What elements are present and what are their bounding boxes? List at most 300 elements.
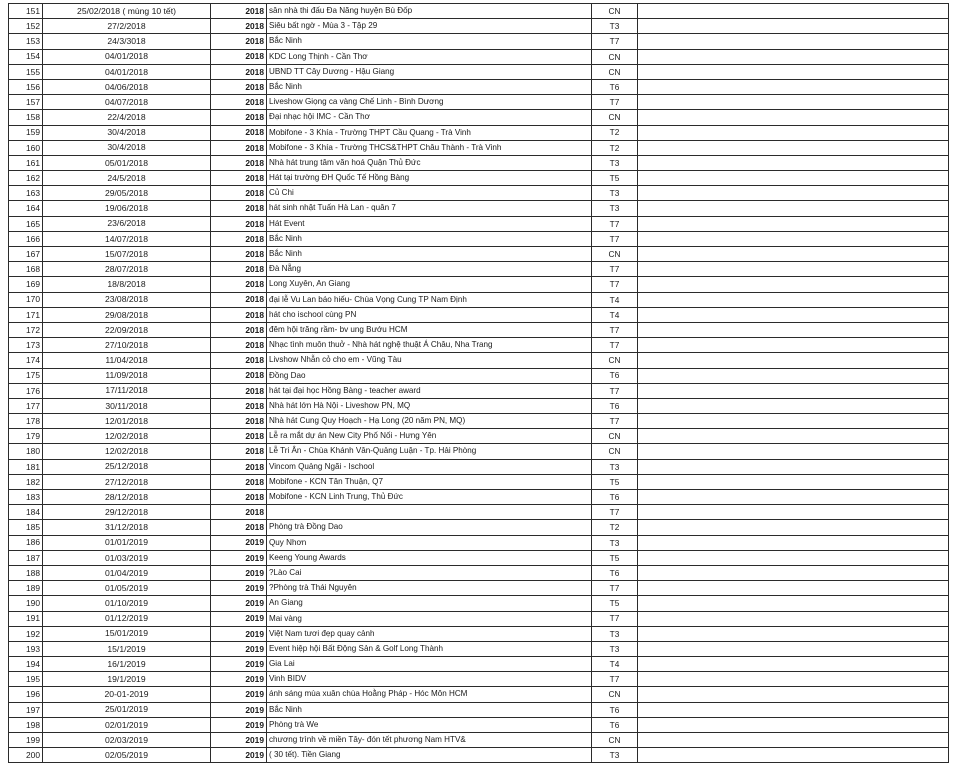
table-row[interactable] (9, 641, 949, 656)
description-cell[interactable]: Event hiệp hội Bất Động Sản & Golf Long Thành (267, 641, 592, 656)
year-cell[interactable]: 2018 (211, 216, 267, 231)
table-row[interactable] (9, 717, 949, 732)
empty-cell[interactable] (638, 216, 949, 231)
row-index-cell[interactable]: 172 (9, 322, 43, 337)
year-cell[interactable]: 2019 (211, 641, 267, 656)
description-cell[interactable]: Bắc Ninh (267, 231, 592, 246)
row-index-cell[interactable]: 189 (9, 581, 43, 596)
empty-cell[interactable] (638, 34, 949, 49)
row-index-cell[interactable]: 175 (9, 368, 43, 383)
description-cell[interactable]: Gia Lai (267, 657, 592, 672)
year-cell[interactable]: 2018 (211, 79, 267, 94)
table-row[interactable] (9, 34, 949, 49)
date-cell[interactable]: 23/6/2018 (43, 216, 211, 231)
empty-cell[interactable] (638, 611, 949, 626)
description-cell[interactable]: An Giang (267, 596, 592, 611)
weekday-cell[interactable]: T6 (592, 490, 638, 505)
row-index-cell[interactable]: 177 (9, 398, 43, 413)
table-row[interactable] (9, 490, 949, 505)
description-cell[interactable]: Nhà hát trung tâm văn hoá Quận Thủ Đức (267, 155, 592, 170)
table-row[interactable] (9, 247, 949, 262)
row-index-cell[interactable]: 193 (9, 641, 43, 656)
row-index-cell[interactable]: 183 (9, 490, 43, 505)
year-cell[interactable]: 2019 (211, 626, 267, 641)
weekday-cell[interactable]: T2 (592, 125, 638, 140)
empty-cell[interactable] (638, 429, 949, 444)
description-cell[interactable]: Hát tại trường ĐH Quốc Tế Hồng Bàng (267, 171, 592, 186)
table-row[interactable] (9, 216, 949, 231)
table-row[interactable] (9, 474, 949, 489)
table-row[interactable] (9, 125, 949, 140)
table-row[interactable] (9, 231, 949, 246)
empty-cell[interactable] (638, 733, 949, 748)
year-cell[interactable]: 2018 (211, 459, 267, 474)
empty-cell[interactable] (638, 444, 949, 459)
weekday-cell[interactable]: CN (592, 247, 638, 262)
empty-cell[interactable] (638, 398, 949, 413)
description-cell[interactable]: Mobifone - KCN Tân Thuận, Q7 (267, 474, 592, 489)
description-cell[interactable]: Đà Nẵng (267, 262, 592, 277)
row-index-cell[interactable]: 161 (9, 155, 43, 170)
date-cell[interactable]: 22/4/2018 (43, 110, 211, 125)
year-cell[interactable]: 2019 (211, 535, 267, 550)
year-cell[interactable]: 2018 (211, 490, 267, 505)
description-cell[interactable]: Mobifone - 3 Khía - Trường THCS&THPT Châu Thành - Trà Vinh (267, 140, 592, 155)
date-cell[interactable]: 12/02/2018 (43, 444, 211, 459)
row-index-cell[interactable]: 179 (9, 429, 43, 444)
empty-cell[interactable] (638, 353, 949, 368)
description-cell[interactable]: Bắc Ninh (267, 247, 592, 262)
description-cell[interactable]: Bắc Ninh (267, 702, 592, 717)
table-row[interactable] (9, 186, 949, 201)
row-index-cell[interactable]: 152 (9, 19, 43, 34)
row-index-cell[interactable]: 200 (9, 748, 43, 763)
empty-cell[interactable] (638, 277, 949, 292)
weekday-cell[interactable]: T5 (592, 596, 638, 611)
table-row[interactable] (9, 611, 949, 626)
table-row[interactable] (9, 444, 949, 459)
empty-cell[interactable] (638, 125, 949, 140)
table-row[interactable] (9, 581, 949, 596)
empty-cell[interactable] (638, 247, 949, 262)
date-cell[interactable]: 30/11/2018 (43, 398, 211, 413)
row-index-cell[interactable]: 180 (9, 444, 43, 459)
description-cell[interactable]: Mobifone - KCN Linh Trung, Thủ Đức (267, 490, 592, 505)
year-cell[interactable]: 2019 (211, 702, 267, 717)
date-cell[interactable]: 01/05/2019 (43, 581, 211, 596)
weekday-cell[interactable]: T7 (592, 611, 638, 626)
table-row[interactable] (9, 748, 949, 763)
date-cell[interactable]: 29/12/2018 (43, 505, 211, 520)
weekday-cell[interactable]: T4 (592, 292, 638, 307)
weekday-cell[interactable]: T5 (592, 474, 638, 489)
table-row[interactable] (9, 505, 949, 520)
description-cell[interactable]: hát cho ischool cùng PN (267, 307, 592, 322)
table-row[interactable] (9, 292, 949, 307)
year-cell[interactable]: 2019 (211, 611, 267, 626)
row-index-cell[interactable]: 191 (9, 611, 43, 626)
date-cell[interactable]: 11/04/2018 (43, 353, 211, 368)
weekday-cell[interactable]: T5 (592, 171, 638, 186)
table-row[interactable] (9, 4, 949, 19)
year-cell[interactable]: 2018 (211, 429, 267, 444)
year-cell[interactable]: 2019 (211, 565, 267, 580)
weekday-cell[interactable]: T3 (592, 535, 638, 550)
weekday-cell[interactable]: CN (592, 64, 638, 79)
description-cell[interactable]: Liveshow Giọng ca vàng Chế Linh - Bình Dương (267, 95, 592, 110)
empty-cell[interactable] (638, 49, 949, 64)
year-cell[interactable]: 2018 (211, 19, 267, 34)
description-cell[interactable]: Nhà hát lớn Hà Nội - Liveshow PN, MQ (267, 398, 592, 413)
year-cell[interactable]: 2018 (211, 444, 267, 459)
date-cell[interactable]: 11/09/2018 (43, 368, 211, 383)
table-row[interactable] (9, 262, 949, 277)
year-cell[interactable]: 2018 (211, 49, 267, 64)
description-cell[interactable]: Phòng trà We (267, 717, 592, 732)
weekday-cell[interactable]: CN (592, 687, 638, 702)
weekday-cell[interactable]: T7 (592, 231, 638, 246)
empty-cell[interactable] (638, 95, 949, 110)
weekday-cell[interactable]: T7 (592, 322, 638, 337)
year-cell[interactable]: 2018 (211, 322, 267, 337)
year-cell[interactable]: 2019 (211, 550, 267, 565)
table-row[interactable] (9, 307, 949, 322)
row-index-cell[interactable]: 187 (9, 550, 43, 565)
empty-cell[interactable] (638, 626, 949, 641)
date-cell[interactable]: 04/01/2018 (43, 49, 211, 64)
description-cell[interactable]: Đồng Dao (267, 368, 592, 383)
table-row[interactable] (9, 702, 949, 717)
description-cell[interactable]: Nhạc tình muôn thuở - Nhà hát nghệ thuật Á Châu, Nha Trang (267, 338, 592, 353)
year-cell[interactable]: 2018 (211, 201, 267, 216)
empty-cell[interactable] (638, 550, 949, 565)
row-index-cell[interactable]: 163 (9, 186, 43, 201)
weekday-cell[interactable]: CN (592, 110, 638, 125)
date-cell[interactable]: 02/03/2019 (43, 733, 211, 748)
empty-cell[interactable] (638, 79, 949, 94)
weekday-cell[interactable]: T7 (592, 581, 638, 596)
description-cell[interactable]: Vinh BIDV (267, 672, 592, 687)
weekday-cell[interactable]: T2 (592, 520, 638, 535)
description-cell[interactable]: Bắc Ninh (267, 34, 592, 49)
date-cell[interactable]: 25/02/2018 ( mùng 10 tết) (43, 4, 211, 19)
date-cell[interactable]: 15/07/2018 (43, 247, 211, 262)
year-cell[interactable]: 2019 (211, 687, 267, 702)
date-cell[interactable]: 14/07/2018 (43, 231, 211, 246)
weekday-cell[interactable]: T7 (592, 505, 638, 520)
date-cell[interactable]: 31/12/2018 (43, 520, 211, 535)
table-row[interactable] (9, 429, 949, 444)
year-cell[interactable]: 2018 (211, 110, 267, 125)
weekday-cell[interactable]: T6 (592, 565, 638, 580)
description-cell[interactable]: Quy Nhơn (267, 535, 592, 550)
table-row[interactable] (9, 322, 949, 337)
year-cell[interactable]: 2018 (211, 277, 267, 292)
empty-cell[interactable] (638, 4, 949, 19)
table-row[interactable] (9, 672, 949, 687)
description-cell[interactable]: ( 30 tết). Tiền Giang (267, 748, 592, 763)
row-index-cell[interactable]: 160 (9, 140, 43, 155)
date-cell[interactable]: 02/05/2019 (43, 748, 211, 763)
empty-cell[interactable] (638, 140, 949, 155)
weekday-cell[interactable]: T2 (592, 140, 638, 155)
date-cell[interactable]: 05/01/2018 (43, 155, 211, 170)
weekday-cell[interactable]: T6 (592, 398, 638, 413)
date-cell[interactable]: 30/4/2018 (43, 140, 211, 155)
empty-cell[interactable] (638, 414, 949, 429)
date-cell[interactable]: 24/3/3018 (43, 34, 211, 49)
description-cell[interactable]: KDC Long Thịnh - Cần Thơ (267, 49, 592, 64)
year-cell[interactable]: 2018 (211, 414, 267, 429)
year-cell[interactable]: 2018 (211, 474, 267, 489)
row-index-cell[interactable]: 194 (9, 657, 43, 672)
row-index-cell[interactable]: 197 (9, 702, 43, 717)
empty-cell[interactable] (638, 201, 949, 216)
row-index-cell[interactable]: 164 (9, 201, 43, 216)
description-cell[interactable]: hát sinh nhật Tuấn Hà Lan - quân 7 (267, 201, 592, 216)
weekday-cell[interactable]: T3 (592, 19, 638, 34)
description-cell[interactable] (267, 505, 592, 520)
row-index-cell[interactable]: 158 (9, 110, 43, 125)
empty-cell[interactable] (638, 596, 949, 611)
weekday-cell[interactable]: CN (592, 733, 638, 748)
description-cell[interactable]: hát tại đại học Hồng Bàng - teacher award (267, 383, 592, 398)
table-row[interactable] (9, 277, 949, 292)
year-cell[interactable]: 2019 (211, 748, 267, 763)
row-index-cell[interactable]: 173 (9, 338, 43, 353)
description-cell[interactable]: Mai vàng (267, 611, 592, 626)
date-cell[interactable]: 18/8/2018 (43, 277, 211, 292)
year-cell[interactable]: 2018 (211, 383, 267, 398)
empty-cell[interactable] (638, 292, 949, 307)
empty-cell[interactable] (638, 155, 949, 170)
year-cell[interactable]: 2019 (211, 733, 267, 748)
year-cell[interactable]: 2018 (211, 368, 267, 383)
weekday-cell[interactable]: T3 (592, 748, 638, 763)
empty-cell[interactable] (638, 641, 949, 656)
table-row[interactable] (9, 19, 949, 34)
empty-cell[interactable] (638, 307, 949, 322)
table-row[interactable] (9, 201, 949, 216)
description-cell[interactable]: Việt Nam tươi đẹp quay cảnh (267, 626, 592, 641)
weekday-cell[interactable]: CN (592, 49, 638, 64)
date-cell[interactable]: 12/02/2018 (43, 429, 211, 444)
empty-cell[interactable] (638, 19, 949, 34)
table-row[interactable] (9, 687, 949, 702)
weekday-cell[interactable]: T7 (592, 34, 638, 49)
date-cell[interactable]: 04/01/2018 (43, 64, 211, 79)
empty-cell[interactable] (638, 383, 949, 398)
date-cell[interactable]: 01/04/2019 (43, 565, 211, 580)
row-index-cell[interactable]: 162 (9, 171, 43, 186)
date-cell[interactable]: 04/07/2018 (43, 95, 211, 110)
year-cell[interactable]: 2018 (211, 186, 267, 201)
row-index-cell[interactable]: 185 (9, 520, 43, 535)
description-cell[interactable]: Hát Event (267, 216, 592, 231)
year-cell[interactable]: 2018 (211, 64, 267, 79)
weekday-cell[interactable]: T6 (592, 717, 638, 732)
row-index-cell[interactable]: 174 (9, 353, 43, 368)
row-index-cell[interactable]: 184 (9, 505, 43, 520)
weekday-cell[interactable]: T7 (592, 277, 638, 292)
year-cell[interactable]: 2018 (211, 247, 267, 262)
description-cell[interactable]: Phòng trà Đồng Dao (267, 520, 592, 535)
year-cell[interactable]: 2018 (211, 353, 267, 368)
date-cell[interactable]: 15/01/2019 (43, 626, 211, 641)
empty-cell[interactable] (638, 171, 949, 186)
date-cell[interactable]: 27/2/2018 (43, 19, 211, 34)
table-row[interactable] (9, 626, 949, 641)
weekday-cell[interactable]: T3 (592, 201, 638, 216)
empty-cell[interactable] (638, 687, 949, 702)
row-index-cell[interactable]: 155 (9, 64, 43, 79)
description-cell[interactable]: Củ Chi (267, 186, 592, 201)
empty-cell[interactable] (638, 64, 949, 79)
table-row[interactable] (9, 383, 949, 398)
description-cell[interactable]: Lễ Tri Ân - Chùa Khánh Vân-Quảng Luận - Tp. Hải Phòng (267, 444, 592, 459)
description-cell[interactable]: Bắc Ninh (267, 79, 592, 94)
table-row[interactable] (9, 520, 949, 535)
description-cell[interactable]: ánh sáng mùa xuân chùa Hoằng Pháp - Hóc Môn HCM (267, 687, 592, 702)
description-cell[interactable]: Mobifone - 3 Khía - Trường THPT Cầu Quang - Trà Vinh (267, 125, 592, 140)
row-index-cell[interactable]: 181 (9, 459, 43, 474)
weekday-cell[interactable]: CN (592, 4, 638, 19)
empty-cell[interactable] (638, 672, 949, 687)
row-index-cell[interactable]: 170 (9, 292, 43, 307)
description-cell[interactable]: chương trình về miền Tây- đón tết phương Nam HTV& (267, 733, 592, 748)
date-cell[interactable]: 01/12/2019 (43, 611, 211, 626)
description-cell[interactable]: sân nhà thi đấu Đa Năng huyện Bù Đốp (267, 4, 592, 19)
row-index-cell[interactable]: 165 (9, 216, 43, 231)
description-cell[interactable]: UBND TT Cây Dương - Hậu Giang (267, 64, 592, 79)
row-index-cell[interactable]: 153 (9, 34, 43, 49)
year-cell[interactable]: 2018 (211, 140, 267, 155)
weekday-cell[interactable]: T6 (592, 368, 638, 383)
date-cell[interactable]: 22/09/2018 (43, 322, 211, 337)
year-cell[interactable]: 2018 (211, 292, 267, 307)
date-cell[interactable]: 01/01/2019 (43, 535, 211, 550)
date-cell[interactable]: 15/1/2019 (43, 641, 211, 656)
empty-cell[interactable] (638, 322, 949, 337)
row-index-cell[interactable]: 178 (9, 414, 43, 429)
date-cell[interactable]: 04/06/2018 (43, 79, 211, 94)
year-cell[interactable]: 2018 (211, 231, 267, 246)
row-index-cell[interactable]: 156 (9, 79, 43, 94)
date-cell[interactable]: 30/4/2018 (43, 125, 211, 140)
date-cell[interactable]: 28/07/2018 (43, 262, 211, 277)
table-row[interactable] (9, 565, 949, 580)
weekday-cell[interactable]: T7 (592, 216, 638, 231)
year-cell[interactable]: 2019 (211, 672, 267, 687)
empty-cell[interactable] (638, 459, 949, 474)
year-cell[interactable]: 2018 (211, 505, 267, 520)
table-row[interactable] (9, 110, 949, 125)
weekday-cell[interactable]: T7 (592, 95, 638, 110)
table-row[interactable] (9, 49, 949, 64)
description-cell[interactable]: đại lễ Vu Lan báo hiếu- Chùa Vọng Cung TP Nam Định (267, 292, 592, 307)
row-index-cell[interactable]: 169 (9, 277, 43, 292)
description-cell[interactable]: ?Phòng trà Thái Nguyên (267, 581, 592, 596)
table-row[interactable] (9, 353, 949, 368)
date-cell[interactable]: 01/10/2019 (43, 596, 211, 611)
date-cell[interactable]: 25/01/2019 (43, 702, 211, 717)
table-row[interactable] (9, 414, 949, 429)
description-cell[interactable]: Keeng Young Awards (267, 550, 592, 565)
weekday-cell[interactable]: T5 (592, 550, 638, 565)
weekday-cell[interactable]: T7 (592, 672, 638, 687)
weekday-cell[interactable]: CN (592, 429, 638, 444)
empty-cell[interactable] (638, 520, 949, 535)
table-row[interactable] (9, 140, 949, 155)
table-row[interactable] (9, 95, 949, 110)
empty-cell[interactable] (638, 748, 949, 763)
date-cell[interactable]: 20-01-2019 (43, 687, 211, 702)
empty-cell[interactable] (638, 474, 949, 489)
table-row[interactable] (9, 155, 949, 170)
empty-cell[interactable] (638, 505, 949, 520)
date-cell[interactable]: 25/12/2018 (43, 459, 211, 474)
date-cell[interactable]: 12/01/2018 (43, 414, 211, 429)
year-cell[interactable]: 2018 (211, 155, 267, 170)
date-cell[interactable]: 17/11/2018 (43, 383, 211, 398)
row-index-cell[interactable]: 157 (9, 95, 43, 110)
weekday-cell[interactable]: T3 (592, 459, 638, 474)
year-cell[interactable]: 2018 (211, 307, 267, 322)
row-index-cell[interactable]: 167 (9, 247, 43, 262)
row-index-cell[interactable]: 198 (9, 717, 43, 732)
empty-cell[interactable] (638, 338, 949, 353)
row-index-cell[interactable]: 154 (9, 49, 43, 64)
weekday-cell[interactable]: CN (592, 353, 638, 368)
date-cell[interactable]: 02/01/2019 (43, 717, 211, 732)
description-cell[interactable]: Siêu bất ngờ - Mùa 3 - Tập 29 (267, 19, 592, 34)
weekday-cell[interactable]: T7 (592, 414, 638, 429)
row-index-cell[interactable]: 182 (9, 474, 43, 489)
description-cell[interactable]: Livshow Nhẫn cỏ cho em - Vũng Tàu (267, 353, 592, 368)
empty-cell[interactable] (638, 368, 949, 383)
empty-cell[interactable] (638, 186, 949, 201)
date-cell[interactable]: 19/1/2019 (43, 672, 211, 687)
weekday-cell[interactable]: T7 (592, 262, 638, 277)
weekday-cell[interactable]: T6 (592, 79, 638, 94)
year-cell[interactable]: 2018 (211, 4, 267, 19)
date-cell[interactable]: 29/05/2018 (43, 186, 211, 201)
empty-cell[interactable] (638, 565, 949, 580)
row-index-cell[interactable]: 168 (9, 262, 43, 277)
row-index-cell[interactable]: 192 (9, 626, 43, 641)
date-cell[interactable]: 19/06/2018 (43, 201, 211, 216)
empty-cell[interactable] (638, 262, 949, 277)
description-cell[interactable]: Nhà hát Cung Quy Hoạch - Hạ Long (20 năm PN, MQ) (267, 414, 592, 429)
empty-cell[interactable] (638, 717, 949, 732)
row-index-cell[interactable]: 159 (9, 125, 43, 140)
year-cell[interactable]: 2018 (211, 398, 267, 413)
weekday-cell[interactable]: T3 (592, 641, 638, 656)
year-cell[interactable]: 2018 (211, 262, 267, 277)
table-row[interactable] (9, 368, 949, 383)
year-cell[interactable]: 2019 (211, 717, 267, 732)
year-cell[interactable]: 2019 (211, 581, 267, 596)
table-row[interactable] (9, 535, 949, 550)
row-index-cell[interactable]: 188 (9, 565, 43, 580)
row-index-cell[interactable]: 176 (9, 383, 43, 398)
table-row[interactable] (9, 550, 949, 565)
empty-cell[interactable] (638, 490, 949, 505)
date-cell[interactable]: 23/08/2018 (43, 292, 211, 307)
date-cell[interactable]: 27/10/2018 (43, 338, 211, 353)
table-row[interactable] (9, 733, 949, 748)
description-cell[interactable]: đêm hội trăng rầm- bv ung Bướu HCM (267, 322, 592, 337)
